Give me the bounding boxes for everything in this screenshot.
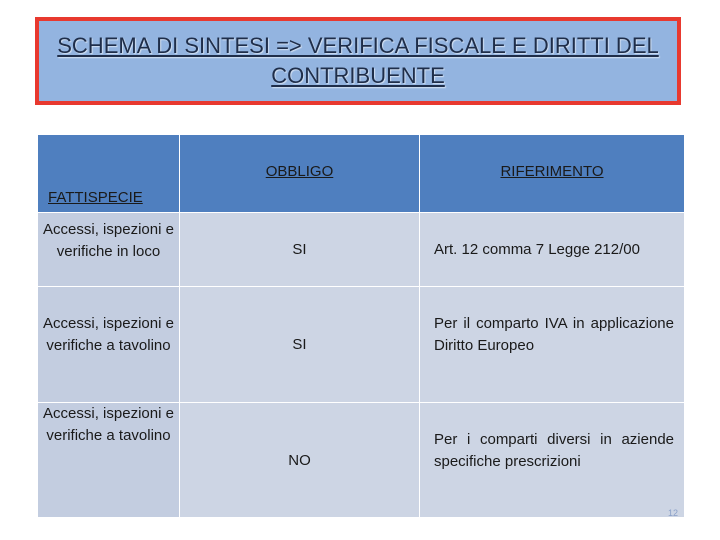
table-row [38,213,685,287]
cell-obbligo: SI [180,287,420,403]
title-banner [35,17,681,105]
cell-fattispecie: Accessi, ispezioni e verifiche a tavolino [38,403,180,518]
header-obbligo: OBBLIGO [180,135,420,213]
summary-table [37,134,685,518]
header-fattispecie: FATTISPECIE [38,135,180,213]
page-number: 12 [667,508,678,518]
cell-riferimento: Per i comparti diversi in aziende specifiche prescrizioni [420,403,685,518]
table-row [38,403,685,518]
header-riferimento: RIFERIMENTO [420,135,685,213]
cell-obbligo: SI [180,213,420,287]
cell-riferimento: Art. 12 comma 7 Legge 212/00 [420,213,685,287]
table-header-row [38,135,685,213]
cell-obbligo: NO [180,403,420,518]
cell-fattispecie: Accessi, ispezioni e verifiche a tavolino [38,287,180,403]
table-row [38,287,685,403]
slide-title: SCHEMA DI SINTESI => VERIFICA FISCALE E DIRITTI DEL CONTRIBUENTE [57,33,659,88]
cell-fattispecie: Accessi, ispezioni e verifiche in loco [38,213,180,287]
cell-riferimento: Per il comparto IVA in applicazione Diritto Europeo [420,287,685,403]
